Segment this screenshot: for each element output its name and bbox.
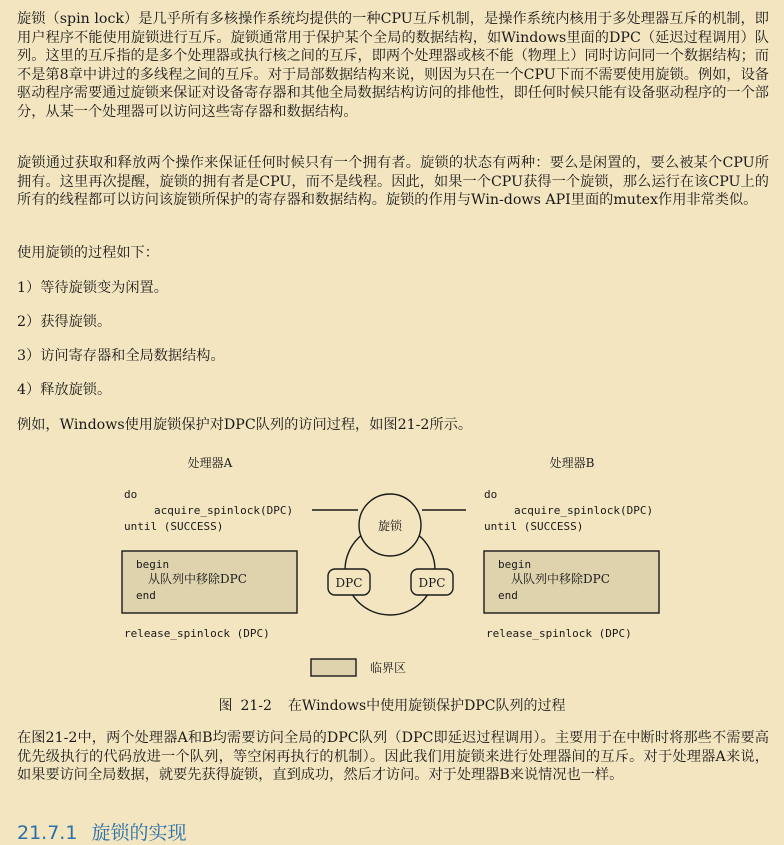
legend-swatch (311, 659, 356, 676)
step-2: 2）获得旋锁。 (17, 314, 112, 330)
b-acquire: acquire_spinlock(DPC) (514, 504, 654, 517)
a-remove: 从队列中移除DPC (148, 572, 247, 586)
usage-intro: 使用旋锁的过程如下： (17, 245, 159, 261)
section-heading (17, 818, 186, 845)
b-until: until (SUCCESS) (484, 520, 584, 533)
figure-caption (0, 695, 784, 715)
dpc-left-label: DPC (335, 576, 363, 590)
caption-label: 图 (218, 698, 233, 714)
a-end: end (136, 589, 156, 602)
b-release: release_spinlock (DPC) (486, 627, 632, 640)
b-do: do (484, 488, 498, 501)
acquire-release-paragraph: 旋锁通过获取和释放两个操作来保证任何时候只有一个拥有者。旋锁的状态有两种：要么是闲置的，要么被某个CPU所拥有。这里再次提醒，旋锁的拥有者是CPU，而不是线程。因此，如果一个CPU获得一个旋锁，那么运行在该CPU上的所有的线程都可以访问该旋锁所保护的寄存器和数据结构。旋锁的作用与Win-dows API里面的mutex作用非常类似。 (17, 155, 769, 208)
a-until: until (SUCCESS) (124, 520, 224, 533)
section-number: 21.7.1 (17, 822, 78, 844)
figure-explanation: 在图21-2中，两个处理器A和B均需要访问全局的DPC队列（DPC即延迟过程调用）。主要用于在中断时将那些不需要高优先级执行的代码放进一个队列，等空闲再执行的机制）。因此我们用旋锁来进行处理器间的互斥。对于处理器A来说，如果要访问全局数据，就要先获得旋锁，直到成功，然后才访问。对于处理器B来说情况也一样。 (17, 730, 769, 783)
processor-a-label: 处理器A (187, 456, 233, 470)
a-acquire: acquire_spinlock(DPC) (154, 504, 294, 517)
b-begin: begin (498, 558, 532, 571)
b-remove: 从队列中移除DPC (511, 572, 610, 586)
step-4: 4）释放旋锁。 (17, 382, 112, 398)
b-end: end (498, 589, 518, 602)
step-1: 1）等待旋锁变为闲置。 (17, 280, 168, 296)
a-begin: begin (136, 558, 170, 571)
a-release: release_spinlock (DPC) (124, 627, 270, 640)
step-3: 3）访问寄存器和全局数据结构。 (17, 348, 225, 364)
figure-intro: 例如，Windows使用旋锁保护对DPC队列的访问过程，如图21-2所示。 (17, 417, 473, 433)
caption-number: 21-2 (240, 698, 272, 714)
processor-b-label: 处理器B (549, 456, 595, 470)
spinlock-figure (0, 445, 784, 690)
dpc-right-label: DPC (418, 576, 446, 590)
legend-label: 临界区 (370, 661, 407, 675)
a-do: do (124, 488, 138, 501)
spinlock-label: 旋锁 (377, 519, 403, 533)
section-title: 旋锁的实现 (91, 822, 187, 844)
caption-text: 在Windows中使用旋锁保护DPC队列的过程 (287, 698, 566, 714)
intro-paragraph: 旋锁（spin lock）是几乎所有多核操作系统均提供的一种CPU互斥机制，是操作系统内核用于多处理器互斥的机制，即用户程序不能使用旋锁进行互斥。旋锁通常用于保护某个全局的数据结构，如Windows里面的DPC（延迟过程调用）队列。这里的互斥指的是多个处理器或执行核之间的互斥，即两个处理器或核不能（物理上）同时访问同一个数据结构；而不是第8章中讲过的多线程之间的互斥。对于局部数据结构来说，则因为只在一个CPU下而不需要使用旋锁。例如，设备驱动程序需要通过旋锁来保证对设备寄存器和其他全局数据结构访问的排他性，即任何时候只能有设备驱动程序的一个部分，从某一个处理器可以访问这些寄存器和数据结构。 (17, 11, 769, 120)
